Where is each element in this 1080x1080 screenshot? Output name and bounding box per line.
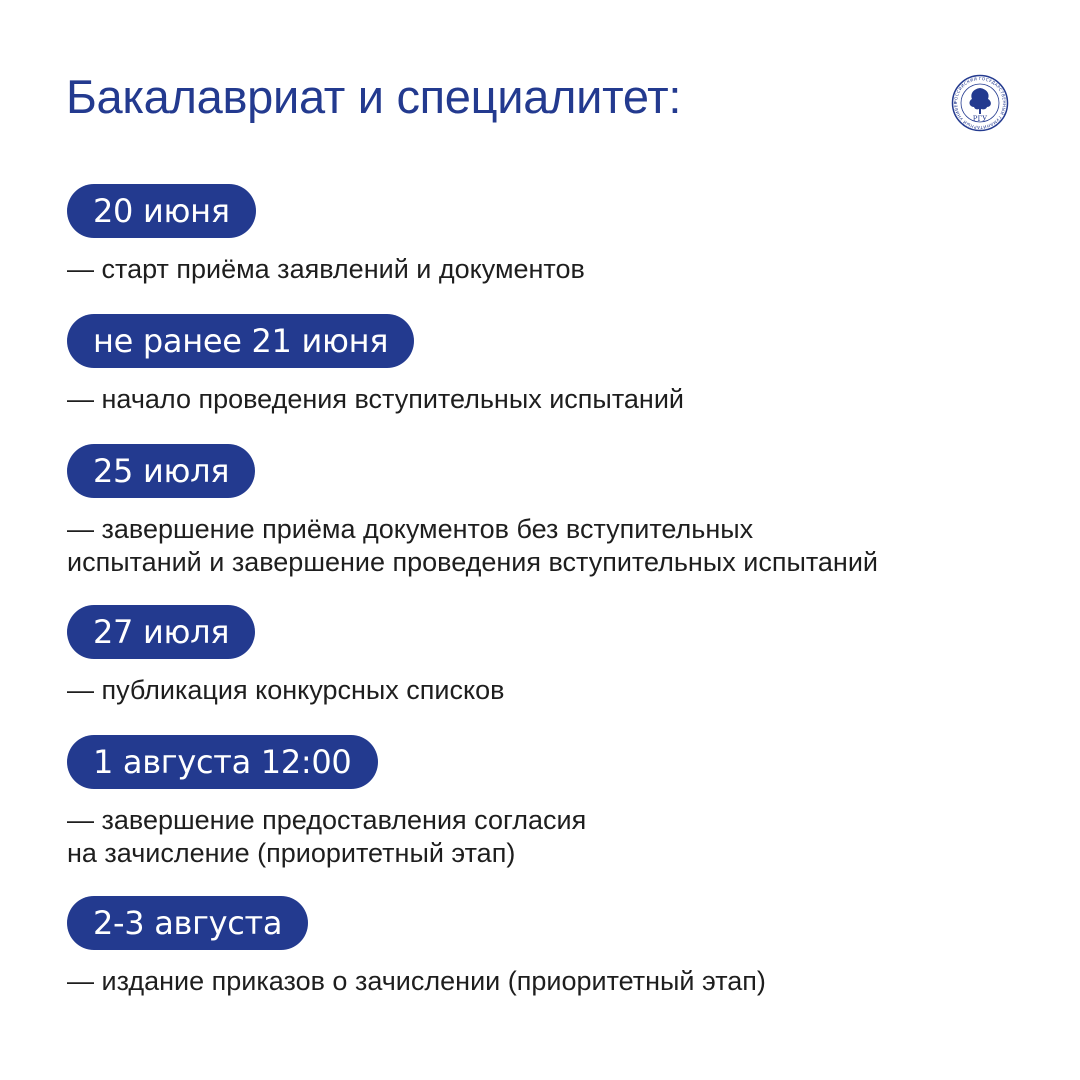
date-badge: 20 июня xyxy=(67,184,256,238)
event-description xyxy=(67,253,585,286)
timeline-item xyxy=(67,314,684,416)
date-badge: не ранее 21 июня xyxy=(67,314,414,368)
description-line: — издание приказов о зачислении (приоритетный этап) xyxy=(67,966,766,996)
seal-monogram: РГУ xyxy=(972,115,988,123)
timeline-item xyxy=(67,896,766,998)
timeline-item xyxy=(67,735,586,870)
date-badge: 2-3 августа xyxy=(67,896,308,950)
description-line: — старт приёма заявлений и документов xyxy=(67,254,585,284)
description-line: — завершение предоставления согласия xyxy=(67,805,587,835)
description-line: на зачисление (приоритетный этап) xyxy=(67,838,516,868)
event-description xyxy=(67,383,684,416)
page-title: Бакалавриат и специалитет: xyxy=(66,70,682,123)
event-description xyxy=(67,965,766,998)
date-badge: 1 августа 12:00 xyxy=(67,735,378,789)
description-line: — завершение приёма документов без вступительных xyxy=(67,514,754,544)
timeline-item xyxy=(67,184,585,286)
event-description xyxy=(67,674,504,707)
timeline-item xyxy=(67,605,504,707)
date-badge: 27 июля xyxy=(67,605,255,659)
date-badge: 25 июля xyxy=(67,444,255,498)
seal-ring-text: РОССИЙСКИЙ ГОСУДАРСТВЕННЫЙ ГУМАНИТАРНЫЙ УНИВЕР xyxy=(952,75,1008,131)
event-description xyxy=(67,804,586,870)
description-line: — публикация конкурсных списков xyxy=(67,675,505,705)
timeline-item xyxy=(67,444,878,579)
description-line: — начало проведения вступительных испытаний xyxy=(67,384,684,414)
description-line: испытаний и завершение проведения вступительных испытаний xyxy=(67,547,879,577)
event-description xyxy=(67,513,878,579)
